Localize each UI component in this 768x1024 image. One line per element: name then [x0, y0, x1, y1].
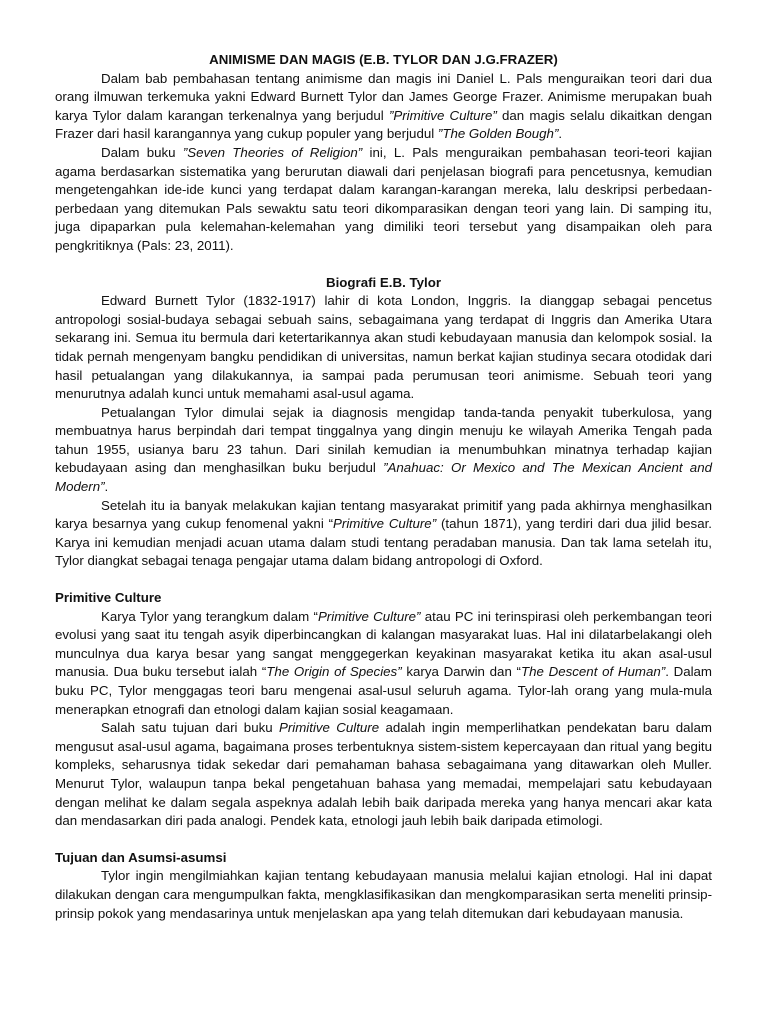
text-run: karya Darwin dan “ — [401, 664, 521, 680]
text-run: . Dalam buku PC, Tylor menggagas teori baru mengenai asal-usul seluruh agama. Tylor-lah orang yang mula-mula menerapkan etnografi dan etnologi dalam kajian sosial keagamaan. — [55, 664, 713, 717]
biografi-paragraph-1: Edward Burnett Tylor (1832-1917) lahir di kota London, Inggris. Ia dianggap sebagai pencetus antropologi sosial-budaya sebagai sebuah sains, sebagaimana yang terdapat di Inggris dan Amerika Utara sekarang ini. Semua itu bermula dari ketertarikannya akan studi kebudayaan manusia dan kelompok sosial. Ia tidak pernah mengenyam bangku pendidikan di universitas, namun berkat kajian studinya secara otodidak dari hasil petualangan yang dilakukannya, ia sampai pada perumusan teori animisme. Sebuah teori yang menurutnya adalah kunci untuk memahami asal-usul agama. — [55, 293, 712, 402]
book-title-anahuac: ”Anahuac: Or Mexico and The Mexican Ancient and Modern” — [55, 460, 712, 495]
book-title-primitive-culture: ”Primitive Culture” — [388, 107, 497, 123]
text-run: Petualangan Tylor dimulai sejak ia diagnosis mengidap tanda-tanda penyakit tuberkulosa, yang membuatnya harus berpindah dari tempat tinggalnya yang dingin menuju ke wilayah Amerika Tengah pada tahun 1955, usianya baru 23 tahun. Dari sinilah kemudian ia menumbuhkan minatnya terhadap kajian kebudayaan asing dan menghasilkan buku berjudul — [55, 404, 712, 476]
intro-paragraph-1 — [55, 70, 712, 144]
biografi-paragraph-2 — [55, 404, 712, 497]
text-run: adalah ingin memperlihatkan pendekatan baru dalam mengusut asal-usul agama, bagaimana proses terbentuknya sistem-sistem kepercayaan dan ritual yang begitu kompleks, seharusnya tidak sekedar dari pemahaman bahasa sebagaimana yang ditawarkan oleh Muller. Menurut Tylor, walaupun tanpa bekal pengetahuan bahasa yang memadai, mempelajari satu kebudayaan dengan melihat ke dalam segala aspeknya adalah lebih baik daripada mereka yang hanya mencari akar kata dan mendasarkan diri pada analogi. Pendek kata, etnologi jauh lebih baik daripada etimologi. — [55, 720, 712, 829]
book-title-descent-of-human: The Descent of Human” — [520, 664, 666, 680]
text-run: ini, L. Pals menguraikan pembahasan teori-teori kajian agama berdasarkan sistematika yang berurutan diawali dari penjelasan biografi para pencetusnya, kemudian mengetengahkan ide-ide kunci yang terdapat dalam karangan-karangan mereka, lalu deskripsi perbedaan-perbedaan yang ditemukan Pals sewaktu satu teori dikomparasikan dengan teori yang lain. Di samping itu, juga dipaparkan pula kelemahan-kelemahan yang dimiliki teori tersebut yang disampaikan oleh para pengkritiknya (Pals: 23, 2011). — [55, 144, 712, 253]
text-run: . — [104, 479, 109, 495]
text-run: (tahun 1871), yang terdiri dari dua jilid besar. Karya ini kemudian menjadi acuan utama dalam studi tentang peradaban manusia. Dan tak lama setelah itu, Tylor diangkat sebagai tenaga pengajar utama dalam bidang antropologi di Oxford. — [55, 516, 712, 569]
primitive-paragraph-1 — [55, 608, 712, 720]
book-title-origin-of-species: The Origin of Species” — [266, 664, 402, 680]
primitive-paragraph-2 — [55, 719, 712, 831]
text-run: Karya Tylor yang terangkum dalam “ — [101, 608, 318, 624]
book-title-primitive-culture: Primitive Culture” — [317, 608, 421, 624]
section-heading-tujuan: Tujuan dan Asumsi-asumsi — [55, 849, 227, 865]
biografi-paragraph-3 — [55, 497, 712, 571]
book-title-primitive-culture: Primitive Culture — [278, 720, 380, 736]
intro-paragraph-2 — [55, 144, 712, 256]
text-run: . — [558, 126, 563, 142]
text-run: atau PC ini terinspirasi oleh perkembangan teori evolusi yang saat itu tengah asyik diperbincangkan di kalangan masyarakat luas. Hal ini dilatarbelakangi oleh munculnya dua karya besar yang sangat menggegerkan keyakinan masyarakat ketika itu akan asal-usul manusia. Dua buku tersebut ialah “ — [55, 608, 712, 680]
text-run: Dalam buku — [101, 144, 183, 160]
book-title-primitive-culture: Primitive Culture” — [333, 516, 437, 532]
text-run: dan magis selalu dikaitkan dengan Frazer dari hasil karangannya yang cukup populer yang berjudul — [55, 107, 712, 142]
section-heading-primitive-culture: Primitive Culture — [55, 590, 162, 606]
text-run: Setelah itu ia banyak melakukan kajian tentang masyarakat primitif yang pada akhirnya menghasilkan karya besarnya yang cukup fenomenal yakni “ — [55, 497, 712, 532]
text-run: Dalam bab pembahasan tentang animisme dan magis ini Daniel L. Pals menguraikan teori dari dua orang ilmuwan terkemuka yakni Edward Burnett Tylor dan James George Frazer. Animisme merupakan buah karya Tylor dalam karangan terkenalnya yang berjudul — [55, 70, 712, 123]
text-run: Salah satu tujuan dari buku — [101, 720, 279, 736]
tujuan-paragraph-1: Tylor ingin mengilmiahkan kajian tentang kebudayaan manusia melalui kajian etnologi. Hal ini dapat dilakukan dengan cara mengumpulkan fakta, mengklasifikasikan dan mengkomparasikan serta meneliti prinsip-prinsip pokok yang mendasarinya untuk menjelaskan apa yang telah ditemukan dari kebudayaan manusia. — [55, 868, 712, 921]
document-title: ANIMISME DAN MAGIS (E.B. TYLOR DAN J.G.FRAZER) — [209, 52, 558, 67]
book-title-seven-theories: ”Seven Theories of Religion” — [182, 144, 363, 160]
book-title-golden-bough: ”The Golden Bough” — [437, 126, 559, 142]
section-heading-biografi: Biografi E.B. Tylor — [325, 274, 441, 290]
